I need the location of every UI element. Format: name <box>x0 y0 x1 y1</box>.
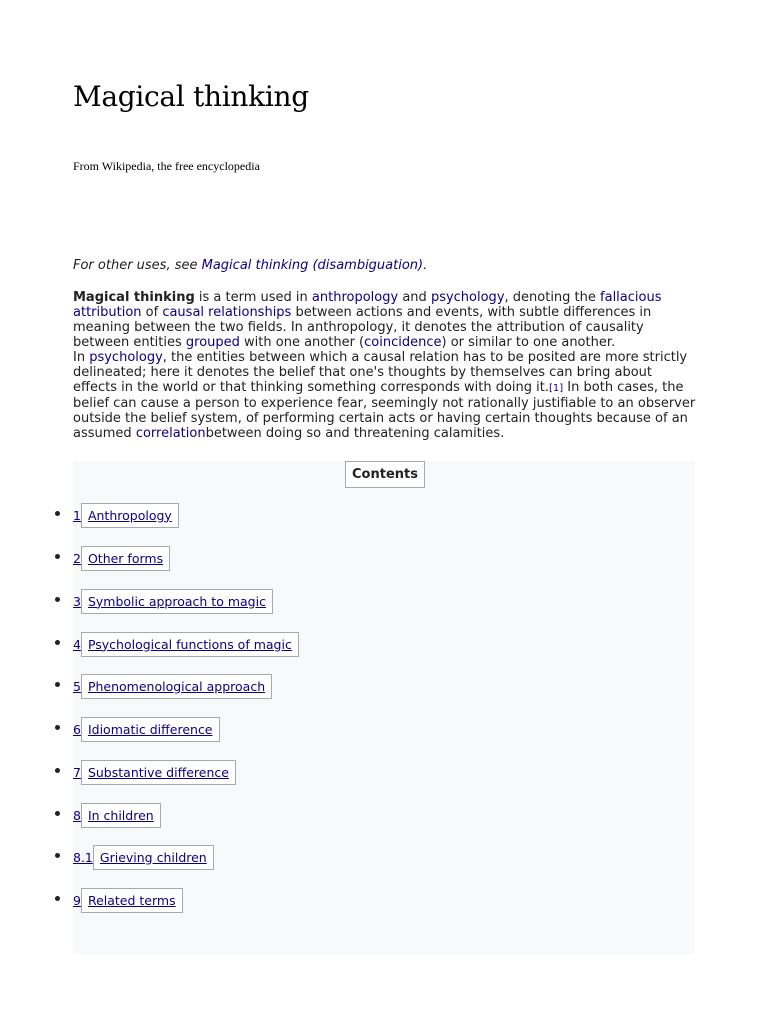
bullet-icon <box>55 768 60 773</box>
bullet-icon <box>55 597 60 602</box>
text-run: with one another ( <box>239 335 365 350</box>
toc-item[interactable] <box>73 588 273 614</box>
bullet-icon <box>55 853 60 858</box>
toc-number[interactable]: 8 <box>73 807 81 823</box>
link-psychology-2[interactable]: psychology <box>89 350 163 365</box>
text-run: In both cases, the belief can cause a person to experience fear, seemingly not rationally justifiable to an observer outside the belief system, of performing certain acts or having certain thoughts because of an assumed <box>73 380 696 441</box>
toc-link-anthropology[interactable]: Anthropology <box>81 503 179 528</box>
text-run: between doing so and threatening calamities. <box>205 426 505 441</box>
toc-number[interactable]: 2 <box>73 550 81 566</box>
hatnote-prefix: For other uses, see <box>73 258 202 273</box>
table-of-contents <box>73 461 694 954</box>
toc-number[interactable]: 6 <box>73 721 81 737</box>
bullet-icon <box>55 896 60 901</box>
toc-link-psychological-functions[interactable]: Psychological functions of magic <box>81 632 299 657</box>
toc-link-idiomatic-difference[interactable]: Idiomatic difference <box>81 717 220 742</box>
toc-item[interactable] <box>73 716 220 742</box>
toc-item[interactable] <box>73 887 183 913</box>
link-psychology[interactable]: psychology <box>430 290 505 305</box>
text-run: of <box>141 305 163 320</box>
toc-item[interactable] <box>73 802 161 828</box>
text-run: between actions and events, with subtle differences in meaning between the two fields. In anthropology, it denotes the attribution of causality between entities <box>73 305 652 350</box>
toc-heading: Contents <box>345 461 425 488</box>
link-causal-relationships[interactable]: causal relationships <box>162 305 292 320</box>
toc-item[interactable] <box>73 673 272 699</box>
reference-link-1[interactable]: [1] <box>549 383 564 394</box>
toc-link-symbolic-approach[interactable]: Symbolic approach to magic <box>81 589 273 614</box>
toc-item[interactable] <box>73 759 236 785</box>
text-run: , denoting the <box>504 290 601 305</box>
toc-item[interactable] <box>73 502 179 528</box>
disambiguation-link[interactable]: Magical thinking (disambiguation) <box>201 258 424 273</box>
toc-link-other-forms[interactable]: Other forms <box>81 546 170 571</box>
link-grouped[interactable]: grouped <box>185 335 240 350</box>
link-fallacious-attribution[interactable]: fallacious attribution <box>73 290 662 320</box>
toc-item[interactable] <box>73 545 170 571</box>
bullet-icon <box>55 725 60 730</box>
bullet-icon <box>55 640 60 645</box>
text-run: is a term used in <box>194 290 312 305</box>
link-coincidence[interactable]: coincidence <box>364 335 442 350</box>
toc-link-substantive-difference[interactable]: Substantive difference <box>81 760 236 785</box>
hatnote-suffix: . <box>423 258 428 273</box>
link-anthropology[interactable]: anthropology <box>311 290 399 305</box>
hatnote <box>73 258 427 273</box>
link-correlation[interactable]: correlation <box>135 426 206 441</box>
toc-number[interactable]: 7 <box>73 764 81 780</box>
intro-paragraph <box>73 290 698 441</box>
toc-item[interactable] <box>73 844 214 870</box>
toc-number[interactable]: 4 <box>73 636 81 652</box>
toc-link-in-children[interactable]: In children <box>81 803 161 828</box>
toc-number[interactable]: 9 <box>73 892 81 908</box>
toc-number[interactable]: 5 <box>73 678 81 694</box>
text-run: and <box>398 290 431 305</box>
bullet-icon <box>55 682 60 687</box>
text-run: In <box>73 350 90 365</box>
text-run: , the entities between which a causal relation has to be posited are more strictly delineated; here it denotes the belief that one's thoughts by themselves can bring about effects in the world or that thinking something corresponds with doing it. <box>73 350 688 395</box>
bullet-icon <box>55 811 60 816</box>
page-title: Magical thinking <box>73 80 309 113</box>
toc-link-grieving-children[interactable]: Grieving children <box>93 845 214 870</box>
toc-number[interactable]: 3 <box>73 593 81 609</box>
toc-link-related-terms[interactable]: Related terms <box>81 888 183 913</box>
toc-number[interactable]: 8.1 <box>73 849 93 865</box>
toc-number[interactable]: 1 <box>73 507 81 523</box>
toc-link-phenomenological-approach[interactable]: Phenomenological approach <box>81 674 272 699</box>
bold-term: Magical thinking <box>73 290 195 305</box>
toc-item[interactable] <box>73 631 299 657</box>
bullet-icon <box>55 511 60 516</box>
bullet-icon <box>55 554 60 559</box>
site-tagline: From Wikipedia, the free encyclopedia <box>73 159 260 173</box>
text-run: ) or similar to one another. <box>441 335 616 350</box>
